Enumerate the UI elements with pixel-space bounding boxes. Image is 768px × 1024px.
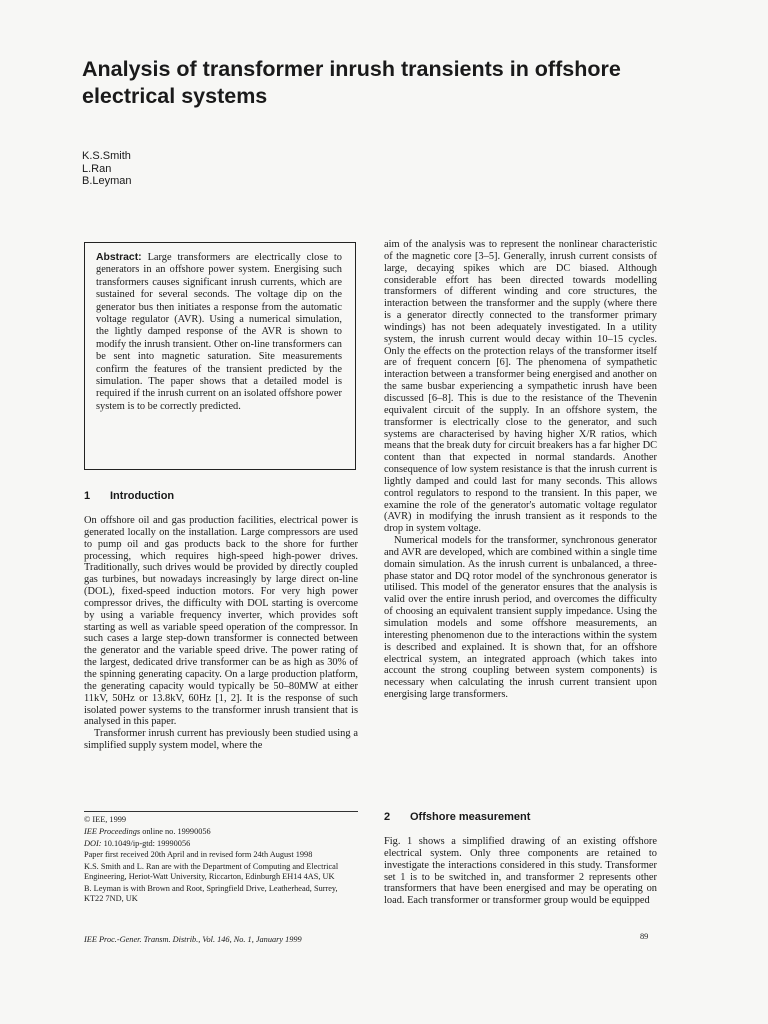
received-date: Paper first received 20th April and in revised form 24th August 1998 bbox=[84, 850, 313, 860]
footnote-divider bbox=[84, 811, 358, 812]
author-list bbox=[82, 150, 132, 188]
section-number: 2 bbox=[384, 811, 391, 823]
section-number: 1 bbox=[84, 490, 91, 502]
doi-value: 10.1049/ip-gtd: 19990056 bbox=[101, 838, 191, 848]
introduction-body bbox=[84, 515, 358, 752]
proceedings-label: IEE Proceedings bbox=[84, 826, 141, 836]
section-heading-introduction bbox=[84, 490, 174, 503]
paper-title: Analysis of transformer inrush transients in offshore electrical systems bbox=[82, 57, 621, 108]
right-column-body bbox=[384, 239, 657, 701]
author-affiliation: K.S. Smith and L. Ran are with the Department of Computing and Electrical Engineering, Heriot-Watt University, Riccarton, Edinburgh EH14 4AS, UK bbox=[84, 862, 339, 881]
paragraph: aim of the analysis was to represent the nonlinear characteristic of the magnetic core [3–5]. Generally, inrush current consists of large, decaying spikes which are DC biased. Although considerable effort has been directed towards modelling transformers of different winding and core structures, the interaction between the transformer and the supply (where there is a generator directly connected to the transformer primary windings) has not been adequately investigated. In a utility system, the inrush current would decay within 10–15 cycles. Only the effects on the protection relays of the transformer itself are of frequent concern [6]. The phenomena of sympathetic interaction between a transformer being energised and another on the same busbar experiencing a sympathetic inrush have been discussed [6–8]. This is due to the resistance of the Thevenin equivalent circuit of the supply. In an offshore system, the transformer is electrically close to the generator, and such systems are characterised by having higher X/R ratios, which means that the break duty for circuit breakers has a far higher DC content than that expected in normal standards. Another consequence of low system resistance is that the inrush current is lightly damped and could last for many seconds. This allows control regulators to respond to the transient. In this paper, we examine the role of the generator's automatic voltage regulator (AVR) in modifying the inrush transient as it responds to the drop in system voltage. bbox=[384, 239, 657, 535]
footnotes bbox=[84, 815, 358, 905]
author-name: B.Leyman bbox=[82, 175, 132, 187]
author-affiliation: B. Leyman is with Brown and Root, Springfield Drive, Leatherhead, Surrey, KT22 7ND, UK bbox=[84, 883, 338, 903]
author-name: L.Ran bbox=[82, 162, 112, 175]
abstract bbox=[96, 252, 342, 413]
author-name: K.S.Smith bbox=[82, 150, 131, 162]
paragraph: Numerical models for the transformer, synchronous generator and AVR are developed, which are combined within a single time domain simulation. As the inrush current is unbalanced, a three-phase stator and DQ rotor model of the synchronous generator is utilised. This model of the generator ensures that the analysis is valid over the entire inrush period, and overcomes the difficulty of choosing an equivalent transient supply impedance. Using the simulation models and some offshore measurements, an interesting phenomenon due to the interactions within the system is described and explained. It is shown that, for an offshore electrical system, an integrated approach (which takes into account the strong coupling between system components) is necessary when calculating the inrush current transient upon energising large transformers. bbox=[384, 535, 657, 701]
copyright-notice: © IEE, 1999 bbox=[84, 815, 127, 824]
journal-citation: IEE Proc.-Gener. Transm. Distrib., Vol. 146, No. 1, January 1999 bbox=[84, 935, 302, 944]
offshore-measurement-body bbox=[384, 836, 657, 907]
section-title: Offshore measurement bbox=[410, 811, 531, 823]
proceedings-line bbox=[84, 827, 358, 837]
paragraph: On offshore oil and gas production facilities, electrical power is generated locally on the installation. Large compressors are used to pump oil and gas products back to the shore for further processing, which requires high-speed high-power drives. Traditionally, such drives would be provided by directly coupled gas turbines, but nowadays increasingly by large direct on-line (DOL), fixed-speed induction motors. For very high power compressor drives, the difficulty with DOL starting is overcome by using a variable frequency inverter, which provides soft starting as well as variable speed operation of the compressor. In such cases a large step-down transformer is connected between the generator and the variable speed drive. The power rating of the largest, dedicated drive transformer can be as high as 30% of the spinning generating capacity. On a large production platform, the generating capacity would typically be 50–80MW at either 11kV, 50Hz or 13.8kV, 60Hz [1, 2]. It is the response of such isolated power systems to the transformer inrush transient that is analysed in this paper. bbox=[84, 515, 358, 728]
abstract-text: Large transformers are electrically close to generators in an offshore power system. Energising such transformers causes significant inrush currents, which are sustained for several seconds. The voltage dip on the generator bus then initiates a response from the automatic voltage regulator (AVR). Using a numerical simulation, the lightly damped response of the AVR is shown to modify the inrush transient. Other on-line transformers can be sent into magnetic saturation. Site measurements confirm the features of the transient predicted by the simulation. The paper shows that a detailed model is required if the inrush current on an isolated offshore power system is to be correctly predicted. bbox=[96, 252, 342, 412]
page-number: 89 bbox=[640, 932, 649, 941]
doi-label: DOI: bbox=[84, 838, 102, 848]
doi-line bbox=[84, 839, 358, 849]
proceedings-number: online no. 19990056 bbox=[140, 826, 211, 836]
section-title: Introduction bbox=[110, 490, 175, 502]
abstract-label: Abstract: bbox=[96, 252, 142, 263]
section-heading-offshore-measurement bbox=[384, 811, 530, 824]
paragraph: Fig. 1 shows a simplified drawing of an existing offshore electrical system. Only three components are retained to investigate the interactions considered in this study. Transformer set 1 is to be switched in, and transformer 2 represents other transformers that have been energised and may be operating on load. Each transformer or transformer group would be equipped bbox=[384, 836, 657, 907]
paragraph: Transformer inrush current has previously been studied using a simplified supply system model, where the bbox=[84, 728, 358, 752]
